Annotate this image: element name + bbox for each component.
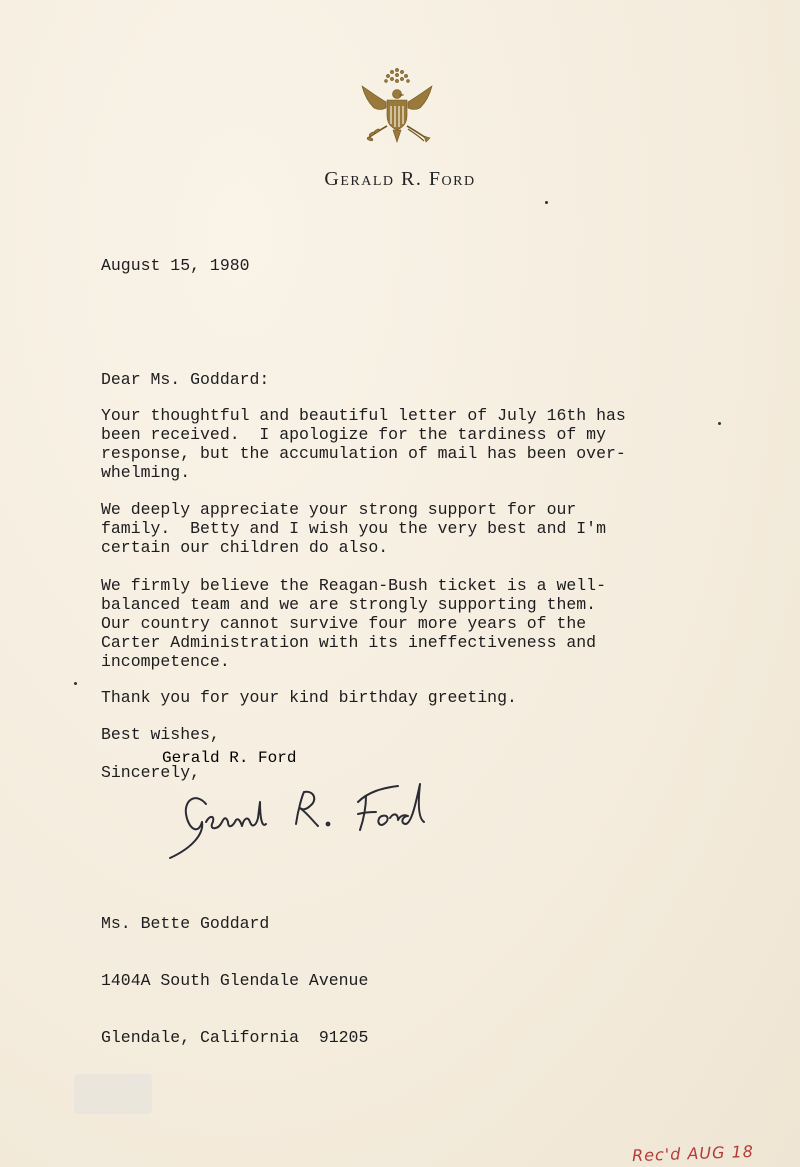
closing-sincerely: Sincerely, bbox=[101, 763, 201, 782]
paragraph-line: balanced team and we are strongly supporting them. bbox=[101, 595, 597, 614]
signature-image bbox=[162, 749, 452, 862]
paragraph-line: We deeply appreciate your strong support for our bbox=[101, 500, 577, 519]
paragraph-1 bbox=[101, 406, 721, 482]
letterhead-name: Gerald R. Ford bbox=[324, 168, 476, 190]
signature-text: Gerald R. Ford bbox=[162, 749, 297, 767]
address-line: Ms. Bette Goddard bbox=[101, 914, 270, 933]
address-line: Glendale, California 91205 bbox=[101, 1028, 369, 1047]
address-line: 1404A South Glendale Avenue bbox=[101, 971, 369, 990]
paragraph-line: Your thoughtful and beautiful letter of July 16th has bbox=[101, 406, 626, 425]
paragraph-4 bbox=[101, 688, 721, 707]
paragraph-line: certain our children do also. bbox=[101, 538, 389, 557]
paragraph-line: We firmly believe the Reagan-Bush ticket is a well- bbox=[101, 576, 606, 595]
paragraph-line: family. Betty and I wish you the very best and I'm bbox=[101, 519, 606, 538]
paragraph-line: Our country cannot survive four more years of the bbox=[101, 614, 587, 633]
letter-date: August 15, 1980 bbox=[101, 256, 250, 275]
received-stamp: Rec'd AUG 18 bbox=[631, 1141, 755, 1166]
salutation: Dear Ms. Goddard: bbox=[101, 370, 270, 389]
paragraph-2 bbox=[101, 500, 721, 557]
paper-smudge bbox=[74, 1074, 152, 1114]
presidential-seal-icon bbox=[356, 64, 438, 150]
paper-speck bbox=[718, 422, 721, 425]
paragraph-line: Thank you for your kind birthday greeting. bbox=[101, 688, 517, 707]
closing-best-wishes: Best wishes, bbox=[101, 725, 220, 744]
paragraph-line: incompetence. bbox=[101, 652, 230, 671]
recipient-address bbox=[101, 876, 368, 1066]
paragraph-line: been received. I apologize for the tardiness of my bbox=[101, 425, 606, 444]
paragraph-line: Carter Administration with its ineffectiveness and bbox=[101, 633, 597, 652]
paper-speck bbox=[74, 682, 77, 685]
paragraph-3 bbox=[101, 576, 721, 671]
paper-speck bbox=[545, 201, 548, 204]
paragraph-line: response, but the accumulation of mail has been over- bbox=[101, 444, 626, 463]
paragraph-line: whelming. bbox=[101, 463, 191, 482]
